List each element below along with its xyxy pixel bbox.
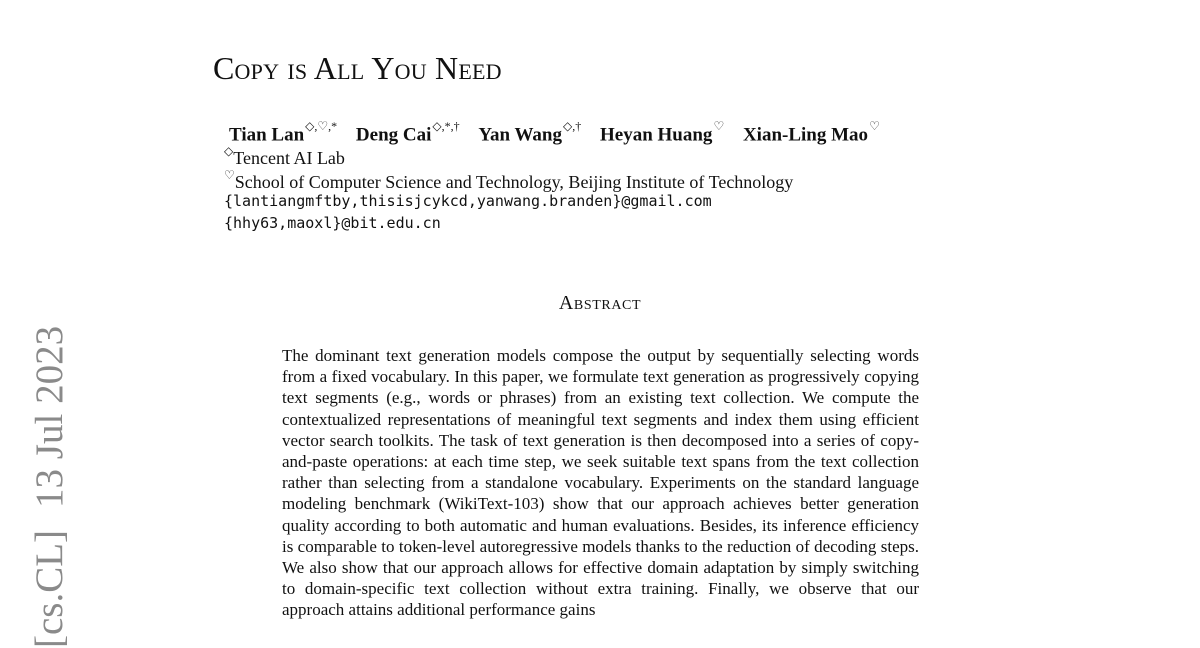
arxiv-identifier-stamp <box>30 326 70 648</box>
author-affiliation-marks: ♡ <box>713 119 725 133</box>
arxiv-category: [cs.CL] <box>28 529 71 648</box>
author-name: Tian Lan <box>229 124 305 146</box>
author <box>478 119 582 146</box>
author-affiliation-marks: ◇,† <box>563 119 582 133</box>
email-gmail: {lantiangmftby,thisisjcykcd,yanwang.branden}@gmail.com <box>224 192 712 210</box>
author-affiliation-marks: ◇,*,† <box>432 119 460 133</box>
email-bit: {hhy63,maoxl}@bit.edu.cn <box>224 214 441 232</box>
author-name: Deng Cai <box>355 124 432 146</box>
author-name: Yan Wang <box>478 124 562 146</box>
author <box>599 119 725 146</box>
affiliation-mark: ♡ <box>224 168 235 182</box>
author <box>355 119 460 146</box>
author <box>742 119 880 146</box>
author-affiliation-marks: ◇,♡,* <box>305 119 338 133</box>
affiliation-mark: ◇ <box>224 144 234 158</box>
arxiv-date: 13 Jul 2023 <box>28 325 71 508</box>
author-name: Heyan Huang <box>599 124 713 146</box>
author-name: Xian-Ling Mao <box>742 124 869 146</box>
author <box>229 119 338 146</box>
abstract-heading: Abstract <box>558 292 642 314</box>
affiliation-bit <box>224 170 793 193</box>
paper-title-rest: opy is All You Need <box>234 50 502 86</box>
paper-title <box>213 50 502 87</box>
affiliation-tencent <box>224 146 345 169</box>
affiliation-text: School of Computer Science and Technology, Beijing Institute of Technology <box>234 172 794 192</box>
abstract-body: The dominant text generation models compose the output by sequentially selecting words from a fixed vocabulary. In this paper, we formulate text generation as progressively copying text segments (e.g., words or phrases) from an existing text collection. We compute the contextualized representations of meaningful text segments and index them using efficient vector search toolkits. The task of text generation is then decomposed into a series of copy-and-paste operations: at each time step, we seek suitable text spans from the text collection rather than selecting from a standalone vocabulary. Experiments on the standard language modeling benchmark (WikiText-103) show that our approach achieves better generation quality according to both automatic and human evaluations. Besides, its inference efficiency is comparable to token-level autoregressive models thanks to the reduction of decoding steps. We also show that our approach allows for effective domain adaptation by simply switching to domain-specific text collection without extra training. Finally, we observe that our approach attains additional performance gains <box>282 346 919 620</box>
paper-title-first-letter: C <box>213 50 235 86</box>
affiliation-text: Tencent AI Lab <box>233 148 345 168</box>
author-affiliation-marks: ♡ <box>869 119 880 133</box>
author-list <box>229 119 894 146</box>
